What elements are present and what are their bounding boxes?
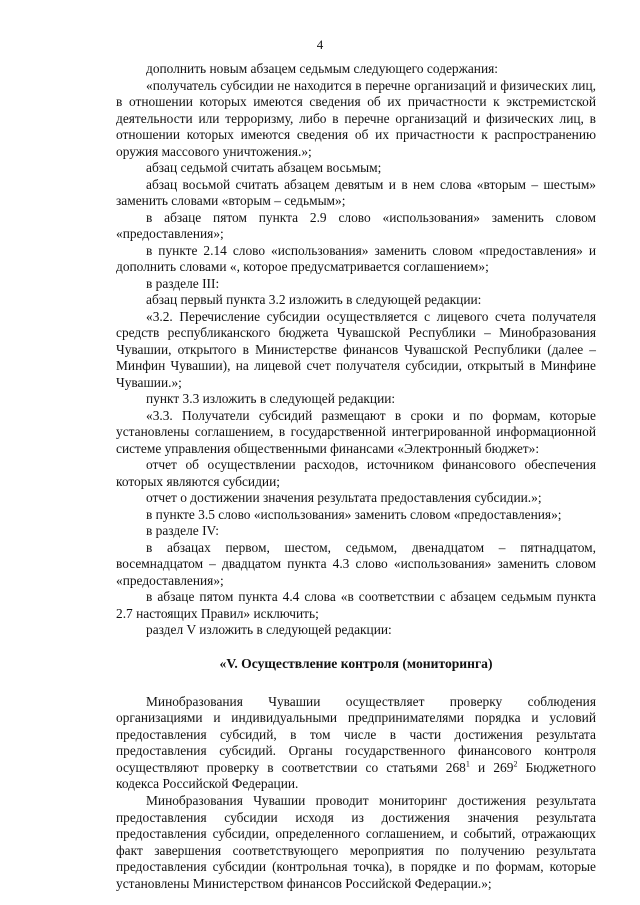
paragraph: «3.3. Получатели субсидий размещают в сроки и по формам, которые установлены соглашением, в государственной интегрированной информационной системе управления общественными финансами «Электронный бюджет»: [116, 407, 596, 456]
text-fragment: Бюджетного кодекса Российской Федерации. [116, 759, 596, 792]
paragraph: пункт 3.3 изложить в следующей редакции: [146, 391, 396, 406]
section-heading: «V. Осуществление контроля (мониторинга) [219, 655, 493, 671]
text-fragment: Минобразования Чувашии осуществляет проверку соблюдения организациями и индивидуальными предпринимателями порядка и условий предоставления субсидий, в том числе в части достижения результата предоставления субсидий. Органы государственного финансового контроля осуществляют проверку в соответствии со статьями 268 [116, 693, 596, 775]
paragraph: отчет об осуществлении расходов, источником финансового обеспечения которых являются субсидии; [116, 457, 596, 489]
page-number: 4 [316, 37, 324, 52]
document-body [116, 61, 596, 893]
paragraph: в пункте 2.14 слово «использования» заменить словом «предоставления» и дополнить словами «, которое предусматривается соглашением»; [116, 242, 596, 274]
paragraph: «получатель субсидии не находится в перечне организаций и физических лиц, в отношении которых имеются сведения об их причастности к экстремистской деятельности или терроризму, либо в перечне организаций и физических лиц, в отношении которых имеются сведения об их причастности к распространению оружия массового уничтожения.»; [116, 77, 596, 159]
paragraph: в абзаце пятом пункта 4.4 слова «в соответствии с абзацем седьмым пункта 2.7 настоящих Правил» исключить; [116, 589, 596, 621]
paragraph: «3.2. Перечисление субсидии осуществляется с лицевого счета получателя средств республиканского бюджета Чувашской Республики – Минобразования Чувашии, открытого в Министерстве финансов Чувашской Республики (далее – Минфин Чувашии), на лицевой счет получателя субсидии, открытый в Минфине Чувашии.»; [116, 308, 596, 390]
superscript: 2 [513, 759, 518, 769]
paragraph: в абзаце пятом пункта 2.9 слово «использования» заменить словом «предоставления»; [116, 209, 596, 241]
superscript: 1 [465, 759, 470, 769]
paragraph: в пункте 3.5 слово «использования» заменить словом «предоставления»; [146, 506, 562, 522]
paragraph: абзац первый пункта 3.2 изложить в следующей редакции: [146, 292, 482, 307]
section-v-paragraph-monitoring: Минобразования Чувашии проводит мониторинг достижения результата предоставления субсидии исходя из достижения значения результата предоставления субсидии, определенного соглашением, и событий, отражающих факт завершения соответствующего мероприятия по получению результата предоставления субсидии (контрольная точка), в порядке и по формам, которые установлены Министерством финансов Российской Федерации.»; [116, 793, 596, 892]
text-fragment: и 269 [469, 759, 514, 775]
paragraph: абзац восьмой считать абзацем девятым и в нем слова «вторым – шестым» заменить словами «вторым – седьмым»; [116, 176, 596, 208]
paragraph: отчет о достижении значения результата предоставления субсидии.»; [146, 490, 542, 505]
paragraph: в абзацах первом, шестом, седьмом, двенадцатом – пятнадцатом, восемнадцатом – двадцатом пункта 4.3 слово «использования» заменить словом «предоставления»; [116, 539, 596, 588]
section-v-paragraph-control [116, 694, 596, 794]
paragraph: раздел V изложить в следующей редакции: [146, 622, 392, 637]
paragraph: абзац седьмой считать абзацем восьмым; [146, 160, 382, 175]
paragraph: дополнить новым абзацем седьмым следующего содержания: [146, 61, 498, 76]
paragraph: в разделе III: [146, 275, 220, 291]
paragraph: в разделе IV: [146, 523, 219, 538]
